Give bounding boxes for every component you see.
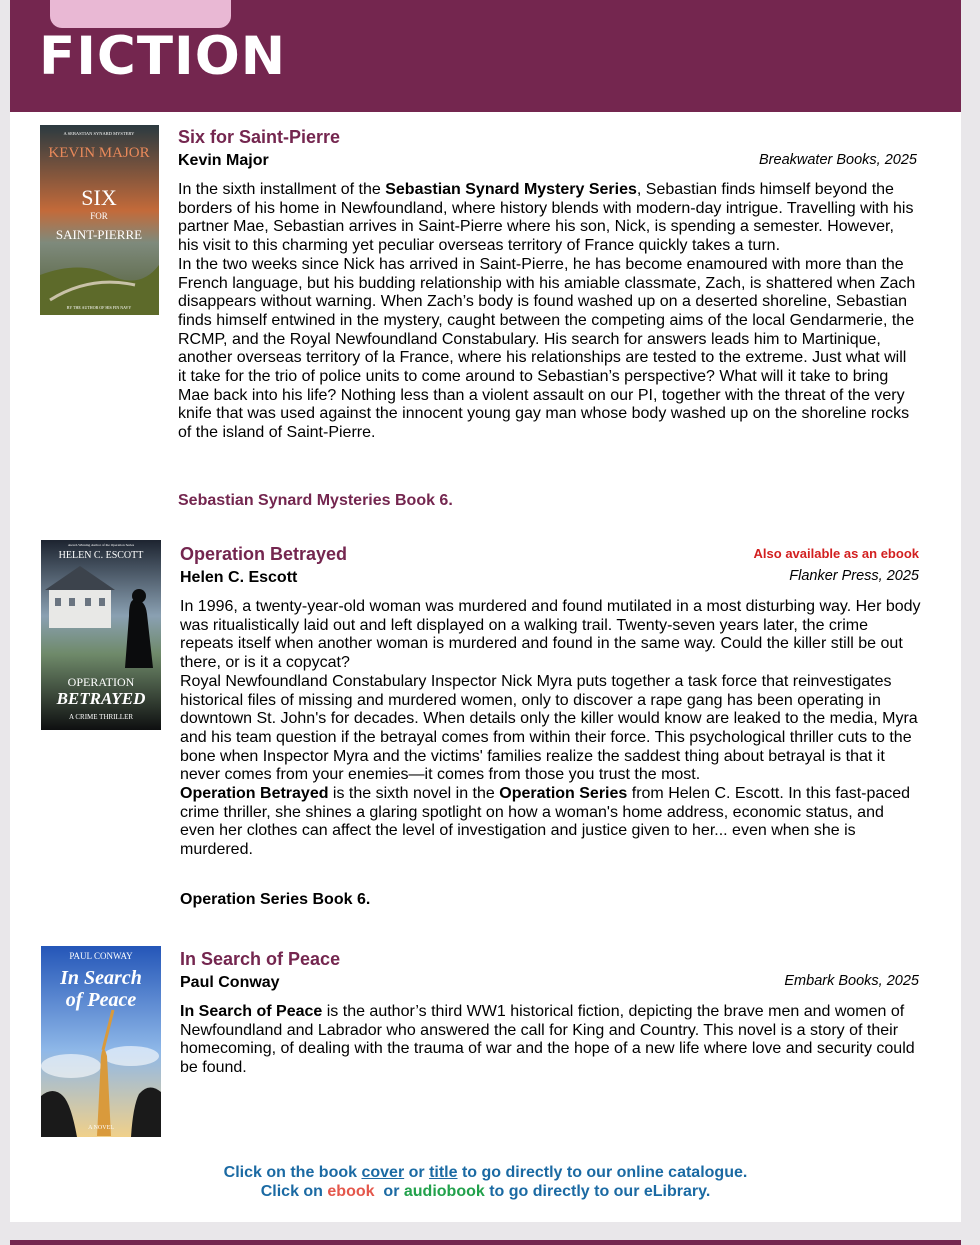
cover-author: KEVIN MAJOR: [48, 145, 150, 161]
cover-link[interactable]: cover: [361, 1164, 405, 1181]
book-title-link[interactable]: In Search of Peace: [180, 949, 341, 969]
cover-bottom-line: BY THE AUTHOR OF HIS FIN NAVY: [66, 305, 132, 310]
text-run: Click on: [260, 1183, 328, 1200]
cover-bottom-line: A CRIME THRILLER: [68, 713, 134, 721]
text-run: to go directly to our online catalogue.: [457, 1164, 748, 1181]
text-run: is the sixth novel in the: [328, 785, 500, 803]
book-title-link[interactable]: Six for Saint-Pierre: [178, 127, 341, 147]
ebook-availability-link[interactable]: Also available as an ebook: [753, 546, 919, 561]
cover-title-2: of Peace: [65, 989, 137, 1011]
footer-line-elibrary: [10, 1182, 961, 1201]
description-paragraph-2: In the two weeks since Nick has arrived in Saint-Pierre, he has become enamoured with more than the French language, but his budding relationship with his amiable classmate, Zach, is shattered when Zach disappears without warning. When Zach’s body is found washed up on a deserted shoreline, Sebastian finds himself entwined in the mystery, caught between the competing aims of the local Gendarmerie, the RCMP, and the Royal Newfoundland Constabulary. His search for answers leads him to Martinique, another overseas territory of la France, where his relationships are tested to the extreme. Just what will it take for the trio of police units to come around to Sebastian’s perspective? What will it take to bring Mae back into his life? Nothing less than a violent assault on our PI, together with the threat of the very knife that was used against the innocent young gay man whose body washed up on the shoreline rocks of the island of Saint-Pierre.: [178, 255, 916, 442]
description-paragraph-1: In 1996, a twenty-year-old woman was murdered and found mutilated in a most disturbing way. Her body was ritualistically laid out and left displayed on a walking trail. Twenty-seven years later, the crime repeats itself when another woman is murdered and found in the same way. Could the killer still be out there, or is it a copycat?: [180, 598, 921, 672]
series-note: Operation Series Book 6.: [180, 891, 371, 908]
ebook-link[interactable]: ebook: [327, 1183, 375, 1200]
description-paragraph-2: Royal Newfoundland Constabulary Inspector Nick Myra puts together a task force that reinvestigates historical files of missing and murdered women, only to discover a rape gang has been operating in downtown St. John's for decades. When details only the killer would know are leaked to the media, Myra and his team question if the betrayal comes from within their force. This psychological thriller cuts to the bone when Inspector Myra and the victims' families realize the saddest thing about betrayal is that it never comes from your enemies—it comes from those you trust the most.: [180, 672, 918, 784]
book-author: Kevin Major: [178, 152, 269, 169]
book-cover-six-for-saint-pierre[interactable]: [40, 125, 159, 315]
text-run: from Helen C. Escott. In this fast-paced crime thriller, she shines a glaring spotlight on how a woman's home address, economic status, and even her clothes can affect the level of investigation and justice given to her... even when she is murdered.: [180, 785, 911, 859]
cover-title-3: SAINT-PIERRE: [55, 227, 143, 242]
text-run: , Sebastian finds himself beyond the borders of his home in Newfoundland, where history blends with modern-day intrigue. Travelling with his partner Mae, Sebastian arrives in Saint-Pierre where his son, Nick, is spending a semester. However, his visit to this charming yet peculiar overseas territory of France quickly takes a turn.: [178, 181, 914, 255]
catalogue-page: [10, 0, 961, 1222]
description-paragraph-1: [180, 1003, 922, 1078]
description-paragraph-3: [180, 785, 922, 860]
series-note: Sebastian Synard Mysteries Book 6.: [178, 492, 453, 509]
series-name-bold: Sebastian Synard Mystery Series: [385, 181, 637, 198]
cover-series-line: A SEBASTIAN SYNARD MYSTERY: [63, 131, 135, 136]
title-bold: Operation Betrayed: [180, 785, 329, 803]
book-publisher: Flanker Press, 2025: [789, 568, 919, 584]
cover-bottom-line: A NOVEL: [88, 1125, 114, 1131]
section-title: FICTION: [39, 26, 287, 87]
text-run: or: [404, 1164, 430, 1181]
title-bold: In Search of Peace: [180, 1003, 323, 1020]
catalogue-footer: [10, 1163, 961, 1201]
cover-title-2: BETRAYED: [56, 689, 146, 708]
book-author: Helen C. Escott: [180, 569, 298, 586]
cover-tagline: Award-Winning Author of the Operation Series: [67, 543, 135, 547]
text-run: In the sixth installment of the: [178, 181, 386, 198]
book-description: [180, 1003, 922, 1078]
cover-title-1: SIX: [81, 185, 117, 210]
book-publisher: Embark Books, 2025: [784, 973, 919, 989]
book-cover-in-search-of-peace[interactable]: [41, 946, 161, 1137]
title-link[interactable]: title: [429, 1164, 458, 1181]
section-banner: [10, 0, 961, 112]
text-run: or: [374, 1183, 404, 1200]
cover-title-1: In Search: [60, 967, 142, 989]
audiobook-link[interactable]: audiobook: [403, 1183, 485, 1200]
book-cover-operation-betrayed[interactable]: [41, 540, 161, 730]
cover-author: PAUL CONWAY: [69, 951, 133, 961]
series-name-bold: Operation Series: [499, 785, 628, 803]
book-author: Paul Conway: [180, 974, 280, 991]
book-description: [178, 181, 918, 443]
book-title-link[interactable]: Operation Betrayed: [180, 544, 348, 564]
text-run: Click on the book: [223, 1164, 362, 1181]
text-run: is the author’s third WW1 historical fiction, depicting the brave men and women of Newfoundland and Labrador who answered the call for King and Country. This novel is a story of their homecoming, of dealing with the trauma of war and the hope of a new life where love and security could be found.: [180, 1003, 915, 1077]
book-publisher: Breakwater Books, 2025: [759, 152, 917, 168]
cover-title-1: OPERATION: [67, 675, 135, 689]
banner-tab: [50, 0, 231, 28]
text-run: to go directly to our eLibrary.: [484, 1183, 711, 1200]
footer-line-catalogue: [10, 1163, 961, 1182]
book-description: [180, 598, 922, 860]
cover-author: HELEN C. ESCOTT: [58, 550, 144, 561]
cover-title-2: FOR: [90, 211, 108, 221]
description-paragraph-1: [178, 181, 918, 256]
bottom-rule: [10, 1240, 961, 1245]
